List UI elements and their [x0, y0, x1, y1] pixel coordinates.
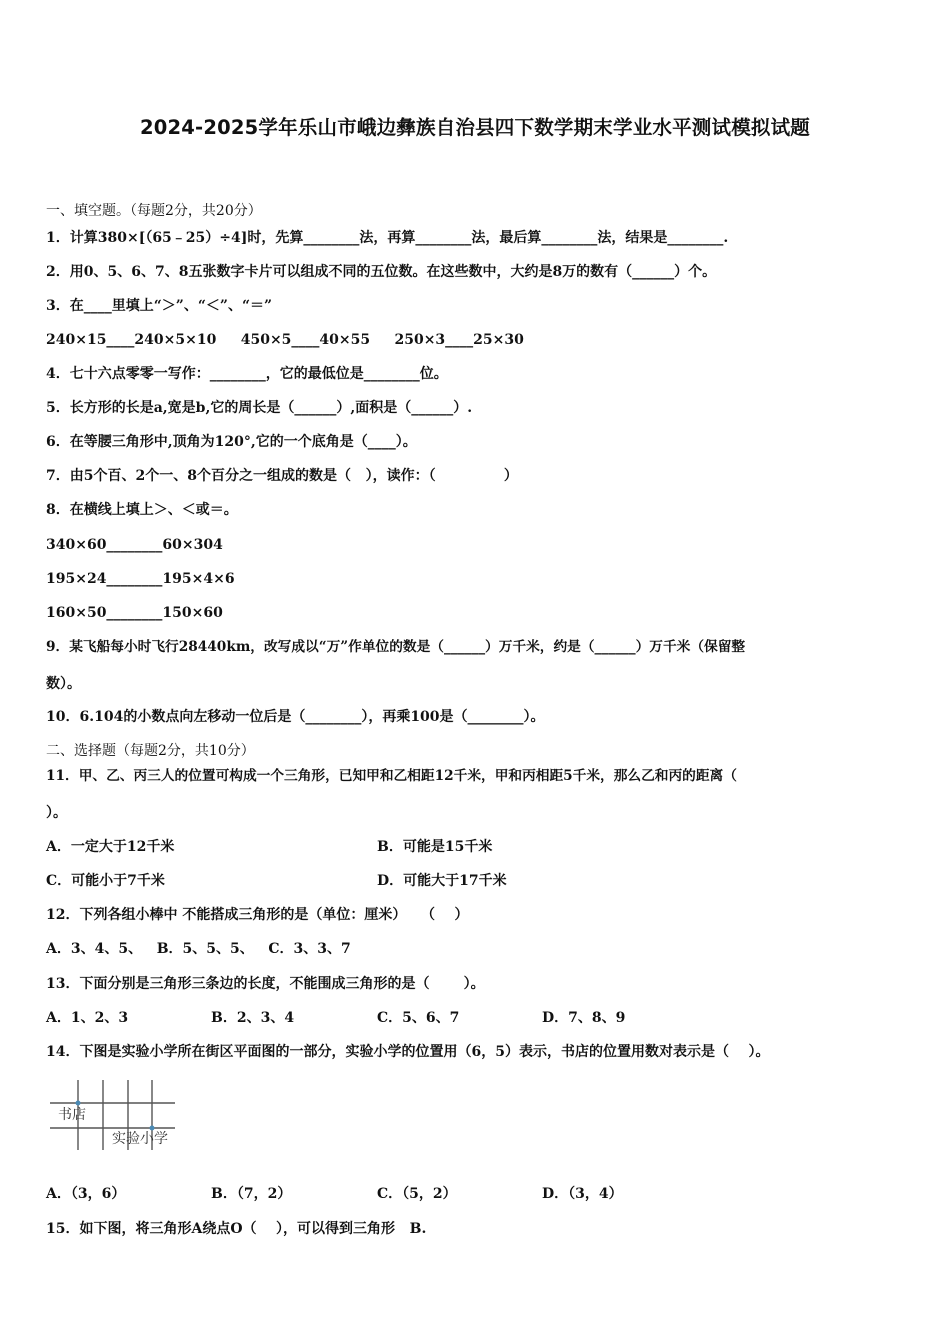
page-title: 2024-2025学年乐山市峨边彝族自治县四下数学期末学业水平测试模拟试题: [139, 116, 811, 139]
q13-option-a[interactable]: A．1、2、3: [46, 1010, 129, 1026]
q11-option-a[interactable]: A．一定大于12千米: [46, 839, 175, 855]
q14-option-d[interactable]: D．（3，4）: [542, 1186, 623, 1202]
question-12: 12．下列各组小棒中 不能搭成三角形的是（单位：厘米） （ ）: [46, 907, 469, 923]
q13-option-b[interactable]: B．2、3、4: [211, 1010, 295, 1026]
question-11-line-2: ）。: [46, 805, 67, 821]
question-8-item-a: 340×60________60×304: [46, 537, 223, 553]
question-12-options[interactable]: A．3、4、5、 B．5、5、5、 C．3、3、7: [46, 941, 351, 957]
q11-option-c[interactable]: C．可能小于7千米: [46, 873, 165, 889]
q13-option-d[interactable]: D．7、8、9: [542, 1010, 626, 1026]
question-8: 8．在横线上填上＞、＜或＝。: [46, 502, 238, 518]
section-heading-fill-blank: 一、填空题。（每题2分，共20分）: [46, 203, 262, 219]
school-point: [150, 1126, 155, 1131]
question-9-line-2: 数）。: [46, 676, 81, 692]
question-3: 3．在____里填上“＞”、“＜”、“＝”: [46, 298, 273, 314]
q14-option-b[interactable]: B．（7，2）: [211, 1186, 292, 1202]
bookstore-point: [76, 1101, 81, 1106]
question-10: 10．6.104的小数点向左移动一位后是（________），再乘100是（________）。: [46, 709, 545, 725]
question-9-line-1: 9．某飞船每小时飞行28440km，改写成以“万”作单位的数是（______）万千米，约是（______）万千米（保留整: [46, 639, 746, 655]
question-1: 1．计算380×[（65﹣25）÷4]时，先算________法，再算________法，最后算________法，结果是________.: [46, 230, 729, 246]
street-grid-figure: [50, 1078, 195, 1158]
question-4: 4．七十六点零零一写作：________，它的最低位是________位。: [46, 366, 448, 382]
q13-option-c[interactable]: C．5、6、7: [377, 1010, 460, 1026]
question-14: 14．下图是实验小学所在街区平面图的一部分，实验小学的位置用（6，5）表示，书店的位置用数对表示是（ ）。: [46, 1044, 770, 1060]
question-13: 13．下面分别是三角形三条边的长度，不能围成三角形的是（ ）。: [46, 976, 485, 992]
q14-option-c[interactable]: C．（5，2）: [377, 1186, 457, 1202]
question-8-item-c: 160×50________150×60: [46, 605, 223, 621]
question-7: 7．由5个百、2个一、8个百分之一组成的数是（ ），读作：（ ）: [46, 468, 518, 484]
school-label: 实验小学: [112, 1131, 168, 1147]
question-5: 5．长方形的长是a,宽是b,它的周长是（______）,面积是（______）.: [46, 400, 473, 416]
q14-option-a[interactable]: A．（3，6）: [46, 1186, 126, 1202]
bookstore-label: 书店: [58, 1107, 86, 1123]
q11-option-b[interactable]: B．可能是15千米: [377, 839, 493, 855]
question-8-item-b: 195×24________195×4×6: [46, 571, 235, 587]
question-3-items: 240×15____240×5×10 450×5____40×55 250×3____25×30: [46, 332, 524, 348]
question-15: 15．如下图，将三角形A绕点O（ ），可以得到三角形 B.: [46, 1221, 427, 1237]
section-heading-choice: 二、选择题（每题2分，共10分）: [46, 743, 255, 759]
question-6: 6．在等腰三角形中,顶角为120°,它的一个底角是（____）。: [46, 434, 417, 450]
question-2: 2．用0、5、6、7、8五张数字卡片可以组成不同的五位数。在这些数中，大约是8万的数有（______）个。: [46, 264, 717, 280]
q11-option-d[interactable]: D．可能大于17千米: [377, 873, 507, 889]
question-11-line-1: 11．甲、乙、丙三人的位置可构成一个三角形，已知甲和乙相距12千米，甲和丙相距5千米，那么乙和丙的距离（: [46, 768, 737, 784]
